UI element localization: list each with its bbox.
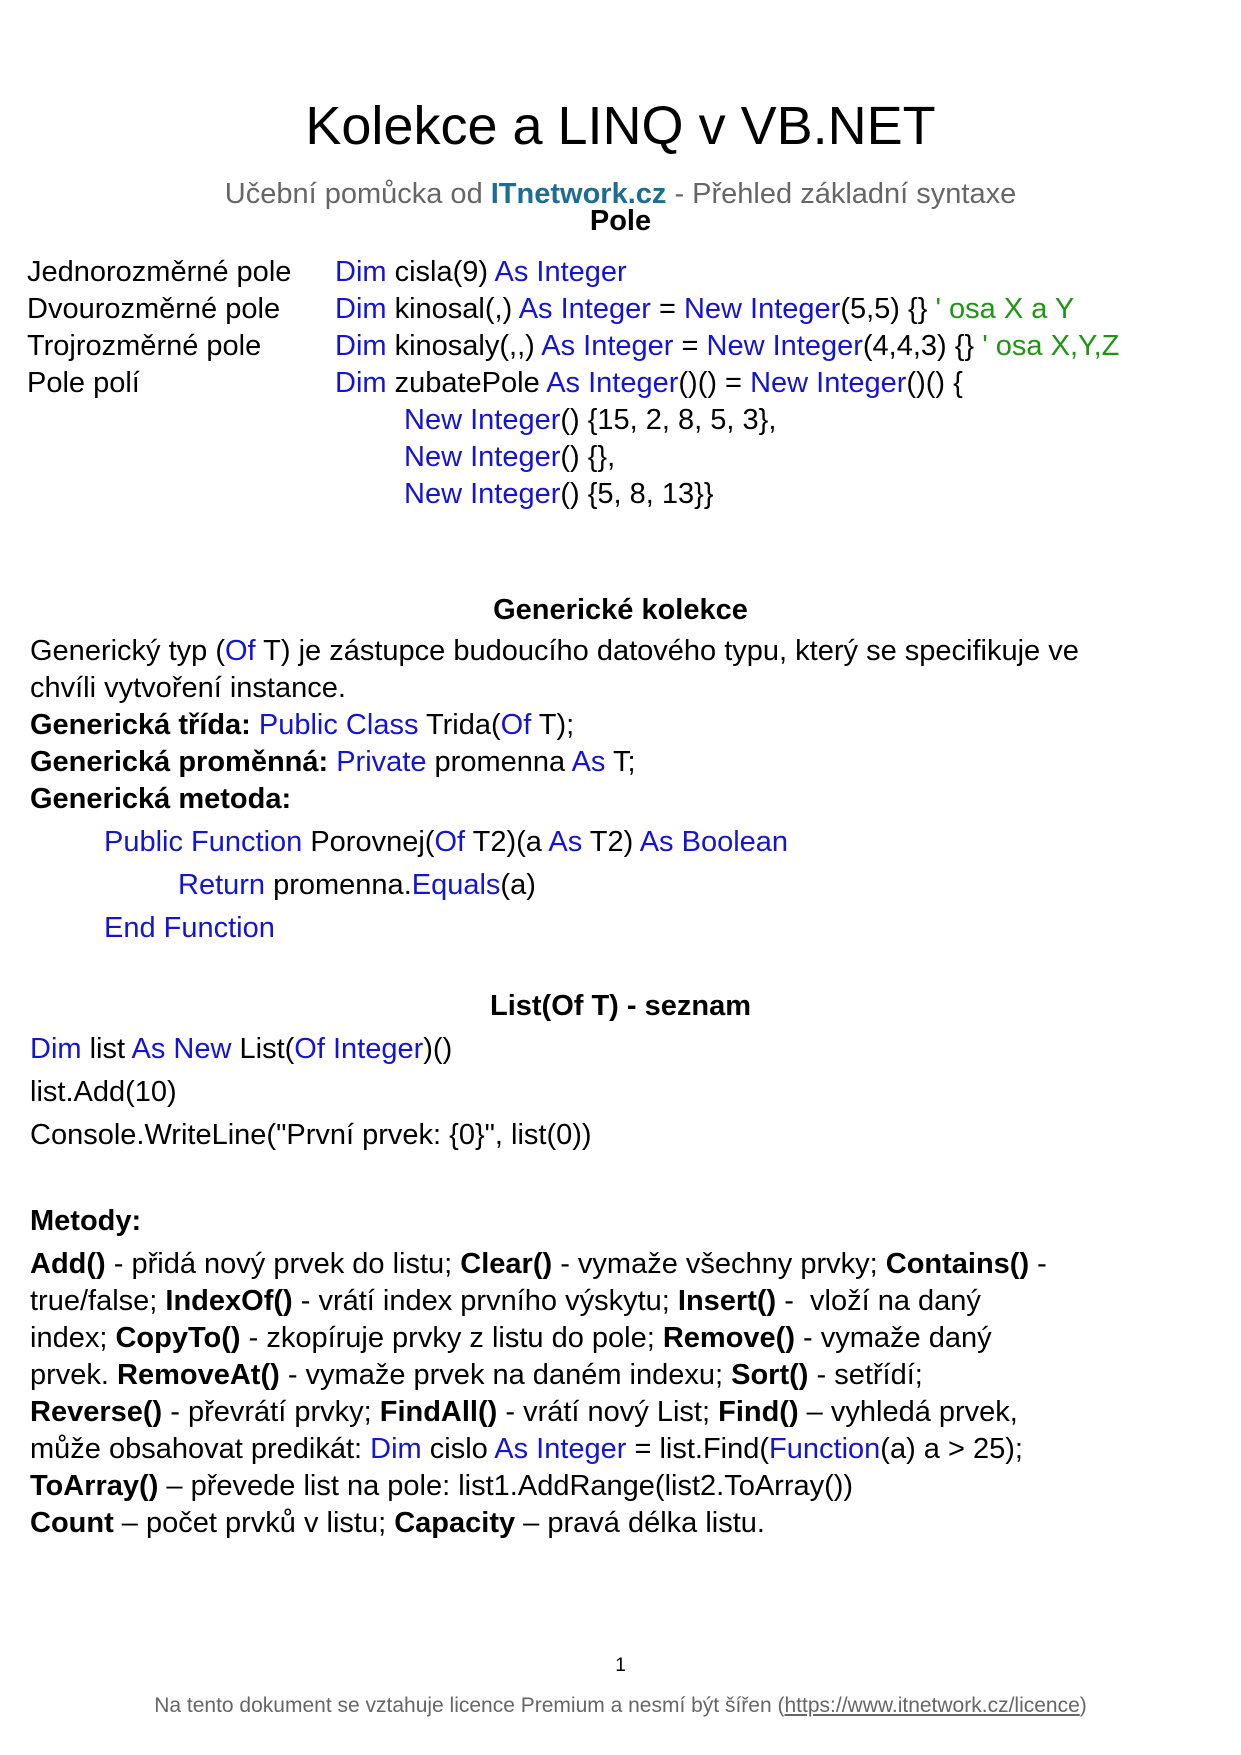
code-line bbox=[335, 254, 627, 290]
text: - vrátí nový List; bbox=[497, 1396, 719, 1428]
method-name: Add() bbox=[30, 1248, 106, 1280]
method-name: Reverse() bbox=[30, 1396, 163, 1428]
pole-label: Trojrozměrné pole bbox=[27, 330, 262, 362]
method-name: Sort() bbox=[731, 1359, 809, 1391]
code-text: (5,5) {} bbox=[840, 293, 936, 325]
text: prvek. bbox=[30, 1359, 118, 1391]
paragraph-line bbox=[30, 1468, 853, 1504]
code-text: T; bbox=[605, 746, 636, 778]
code-text: promenna. bbox=[265, 869, 412, 901]
keyword: Dim bbox=[370, 1433, 422, 1465]
code-line: list.Add(10) bbox=[30, 1076, 177, 1108]
text: – převede list na pole: list1.AddRange(list2.ToArray()) bbox=[158, 1470, 854, 1502]
code-comment: ' osa X a Y bbox=[935, 293, 1075, 325]
keyword: As Boolean bbox=[639, 826, 789, 858]
code-text: (4,4,3) {} bbox=[862, 330, 983, 362]
method-name: Capacity bbox=[394, 1507, 516, 1539]
code-text: T2)(a bbox=[465, 826, 549, 858]
code-text: zubatePole bbox=[386, 367, 547, 399]
document-title: Kolekce a LINQ v VB.NET bbox=[305, 96, 936, 156]
code-text: T2) bbox=[582, 826, 640, 858]
keyword: Equals bbox=[411, 869, 501, 901]
text: - převrátí prvky; bbox=[162, 1396, 380, 1428]
paragraph-line bbox=[30, 1320, 992, 1356]
code-text: list bbox=[81, 1033, 132, 1065]
code-text: List( bbox=[231, 1033, 295, 1065]
code-text: () {15, 2, 8, 5, 3}, bbox=[560, 404, 777, 436]
text: může obsahovat predikát: bbox=[30, 1433, 371, 1465]
text: – vyhledá prvek, bbox=[798, 1396, 1018, 1428]
text: Generický typ ( bbox=[30, 635, 225, 667]
paragraph-line bbox=[30, 1283, 981, 1319]
code-text: () {5, 8, 13}} bbox=[560, 478, 714, 510]
text: = list.Find( bbox=[626, 1433, 770, 1465]
code-line bbox=[335, 291, 1074, 327]
code-text: )() bbox=[423, 1033, 453, 1065]
section-heading-genericke: Generické kolekce bbox=[493, 594, 748, 626]
code-text: (a) bbox=[500, 869, 536, 901]
license-footer bbox=[0, 1693, 1241, 1719]
method-name: FindAll() bbox=[379, 1396, 498, 1428]
paragraph-line: chvíli vytvoření instance. bbox=[30, 672, 346, 704]
text: - zkopíruje prvky z listu do pole; bbox=[240, 1322, 663, 1354]
subtitle-suffix: - Přehled základní syntaxe bbox=[666, 178, 1017, 210]
code-text: promenna bbox=[426, 746, 572, 778]
keyword: As Integer bbox=[546, 367, 679, 399]
code-comment: ' osa X,Y,Z bbox=[982, 330, 1120, 362]
license-text: Na tento dokument se vztahuje licence Premium a nesmí být šířen ( bbox=[154, 1694, 785, 1717]
code-text: ()() { bbox=[906, 367, 963, 399]
text: index; bbox=[30, 1322, 116, 1354]
keyword: As bbox=[548, 826, 583, 858]
method-name: Find() bbox=[718, 1396, 799, 1428]
text: - vymaže všechny prvky; bbox=[552, 1248, 886, 1280]
pole-label: Pole polí bbox=[27, 367, 140, 399]
keyword: As bbox=[571, 746, 606, 778]
section-heading-pole: Pole bbox=[589, 205, 652, 237]
pole-label: Jednorozměrné pole bbox=[27, 256, 292, 288]
text: T) je zástupce budoucího datového typu, který se specifikuje ve bbox=[255, 635, 1079, 667]
code-text: = bbox=[673, 330, 707, 362]
section-heading-list: List(Of T) - seznam bbox=[489, 990, 751, 1022]
keyword: As Integer bbox=[541, 330, 674, 362]
page-number: 1 bbox=[615, 1655, 626, 1676]
keyword: New Integer bbox=[404, 404, 561, 436]
keyword: Public Function bbox=[104, 826, 303, 858]
method-name: Count bbox=[30, 1507, 114, 1539]
keyword: Of bbox=[225, 635, 256, 667]
keyword: End Function bbox=[104, 912, 275, 944]
paragraph-line bbox=[30, 1394, 1018, 1430]
term-label: Generická proměnná: bbox=[30, 746, 329, 778]
keyword: Function bbox=[769, 1433, 881, 1465]
paragraph-line bbox=[30, 1246, 1047, 1282]
keyword: Public Class bbox=[258, 709, 419, 741]
code-line bbox=[335, 328, 1119, 364]
code-text: T); bbox=[531, 709, 575, 741]
keyword: Dim bbox=[335, 330, 387, 362]
text: - vymaže daný bbox=[795, 1322, 992, 1354]
paragraph-line bbox=[30, 1431, 1023, 1467]
definition-line: Generická metoda: bbox=[30, 783, 292, 815]
keyword: Dim bbox=[335, 256, 387, 288]
text: - bbox=[1029, 1248, 1047, 1280]
code-text: = bbox=[650, 293, 684, 325]
text: - setřídí; bbox=[808, 1359, 923, 1391]
text: - vymaže prvek na daném indexu; bbox=[279, 1359, 732, 1391]
method-name: Insert() bbox=[677, 1285, 777, 1317]
license-text-close: ) bbox=[1079, 1694, 1087, 1717]
text: – počet prvků v listu; bbox=[113, 1507, 395, 1539]
code-line: Console.WriteLine("První prvek: {0}", list(0)) bbox=[30, 1119, 592, 1151]
keyword: Return bbox=[178, 869, 266, 901]
method-name: Clear() bbox=[460, 1248, 553, 1280]
keyword: As Integer bbox=[494, 1433, 627, 1465]
code-line bbox=[104, 824, 788, 860]
text: - vloží na daný bbox=[776, 1285, 981, 1317]
code-line bbox=[335, 365, 963, 401]
method-name: IndexOf() bbox=[165, 1285, 293, 1317]
metody-heading: Metody: bbox=[30, 1205, 142, 1237]
keyword: New Integer bbox=[706, 330, 863, 362]
definition-line bbox=[30, 707, 574, 743]
brand-name: ITnetwork.cz bbox=[490, 178, 667, 210]
subtitle-prefix: Učební pomůcka od bbox=[224, 178, 491, 210]
keyword: New Integer bbox=[683, 293, 841, 325]
code-text: cisla(9) bbox=[386, 256, 495, 288]
keyword: Dim bbox=[30, 1033, 82, 1065]
keyword: New Integer bbox=[404, 441, 561, 473]
paragraph-line bbox=[30, 1505, 765, 1541]
code-line bbox=[30, 1031, 452, 1067]
code-text: Porovnej( bbox=[302, 826, 435, 858]
paragraph-line bbox=[30, 1357, 923, 1393]
definition-line bbox=[30, 744, 636, 780]
keyword: New Integer bbox=[750, 367, 907, 399]
keyword: Of bbox=[500, 709, 532, 741]
text: - vrátí index prvního výskytu; bbox=[292, 1285, 678, 1317]
code-line bbox=[104, 910, 275, 946]
keyword: As Integer bbox=[494, 256, 627, 288]
paragraph-line bbox=[30, 633, 1079, 669]
keyword: Of Integer bbox=[294, 1033, 424, 1065]
term-label: Generická třída: bbox=[30, 709, 251, 741]
keyword: Dim bbox=[335, 293, 387, 325]
method-name: ToArray() bbox=[30, 1470, 159, 1502]
keyword: Private bbox=[336, 746, 427, 778]
code-text: Trida( bbox=[418, 709, 501, 741]
method-name: RemoveAt() bbox=[117, 1359, 280, 1391]
code-text: kinosal(,) bbox=[386, 293, 519, 325]
license-link[interactable]: https://www.itnetwork.cz/licence bbox=[784, 1694, 1080, 1717]
code-line bbox=[178, 867, 536, 903]
method-name: Remove() bbox=[662, 1322, 795, 1354]
method-name: Contains() bbox=[885, 1248, 1030, 1280]
keyword: As Integer bbox=[518, 293, 651, 325]
text: (a) a > 25); bbox=[880, 1433, 1023, 1465]
pole-label: Dvourozměrné pole bbox=[27, 293, 281, 325]
code-text: ()() = bbox=[678, 367, 751, 399]
keyword: Of bbox=[434, 826, 466, 858]
code-line bbox=[404, 476, 714, 512]
keyword: As New bbox=[131, 1033, 232, 1065]
keyword: Dim bbox=[335, 367, 387, 399]
text: cislo bbox=[421, 1433, 495, 1465]
text: – pravá délka listu. bbox=[515, 1507, 765, 1539]
code-text: () {}, bbox=[560, 441, 616, 473]
keyword: New Integer bbox=[404, 478, 561, 510]
code-text: kinosaly(,,) bbox=[386, 330, 542, 362]
text: - přidá nový prvek do listu; bbox=[105, 1248, 461, 1280]
code-line bbox=[404, 439, 615, 475]
code-line bbox=[404, 402, 776, 438]
method-name: CopyTo() bbox=[115, 1322, 241, 1354]
text: true/false; bbox=[30, 1285, 166, 1317]
